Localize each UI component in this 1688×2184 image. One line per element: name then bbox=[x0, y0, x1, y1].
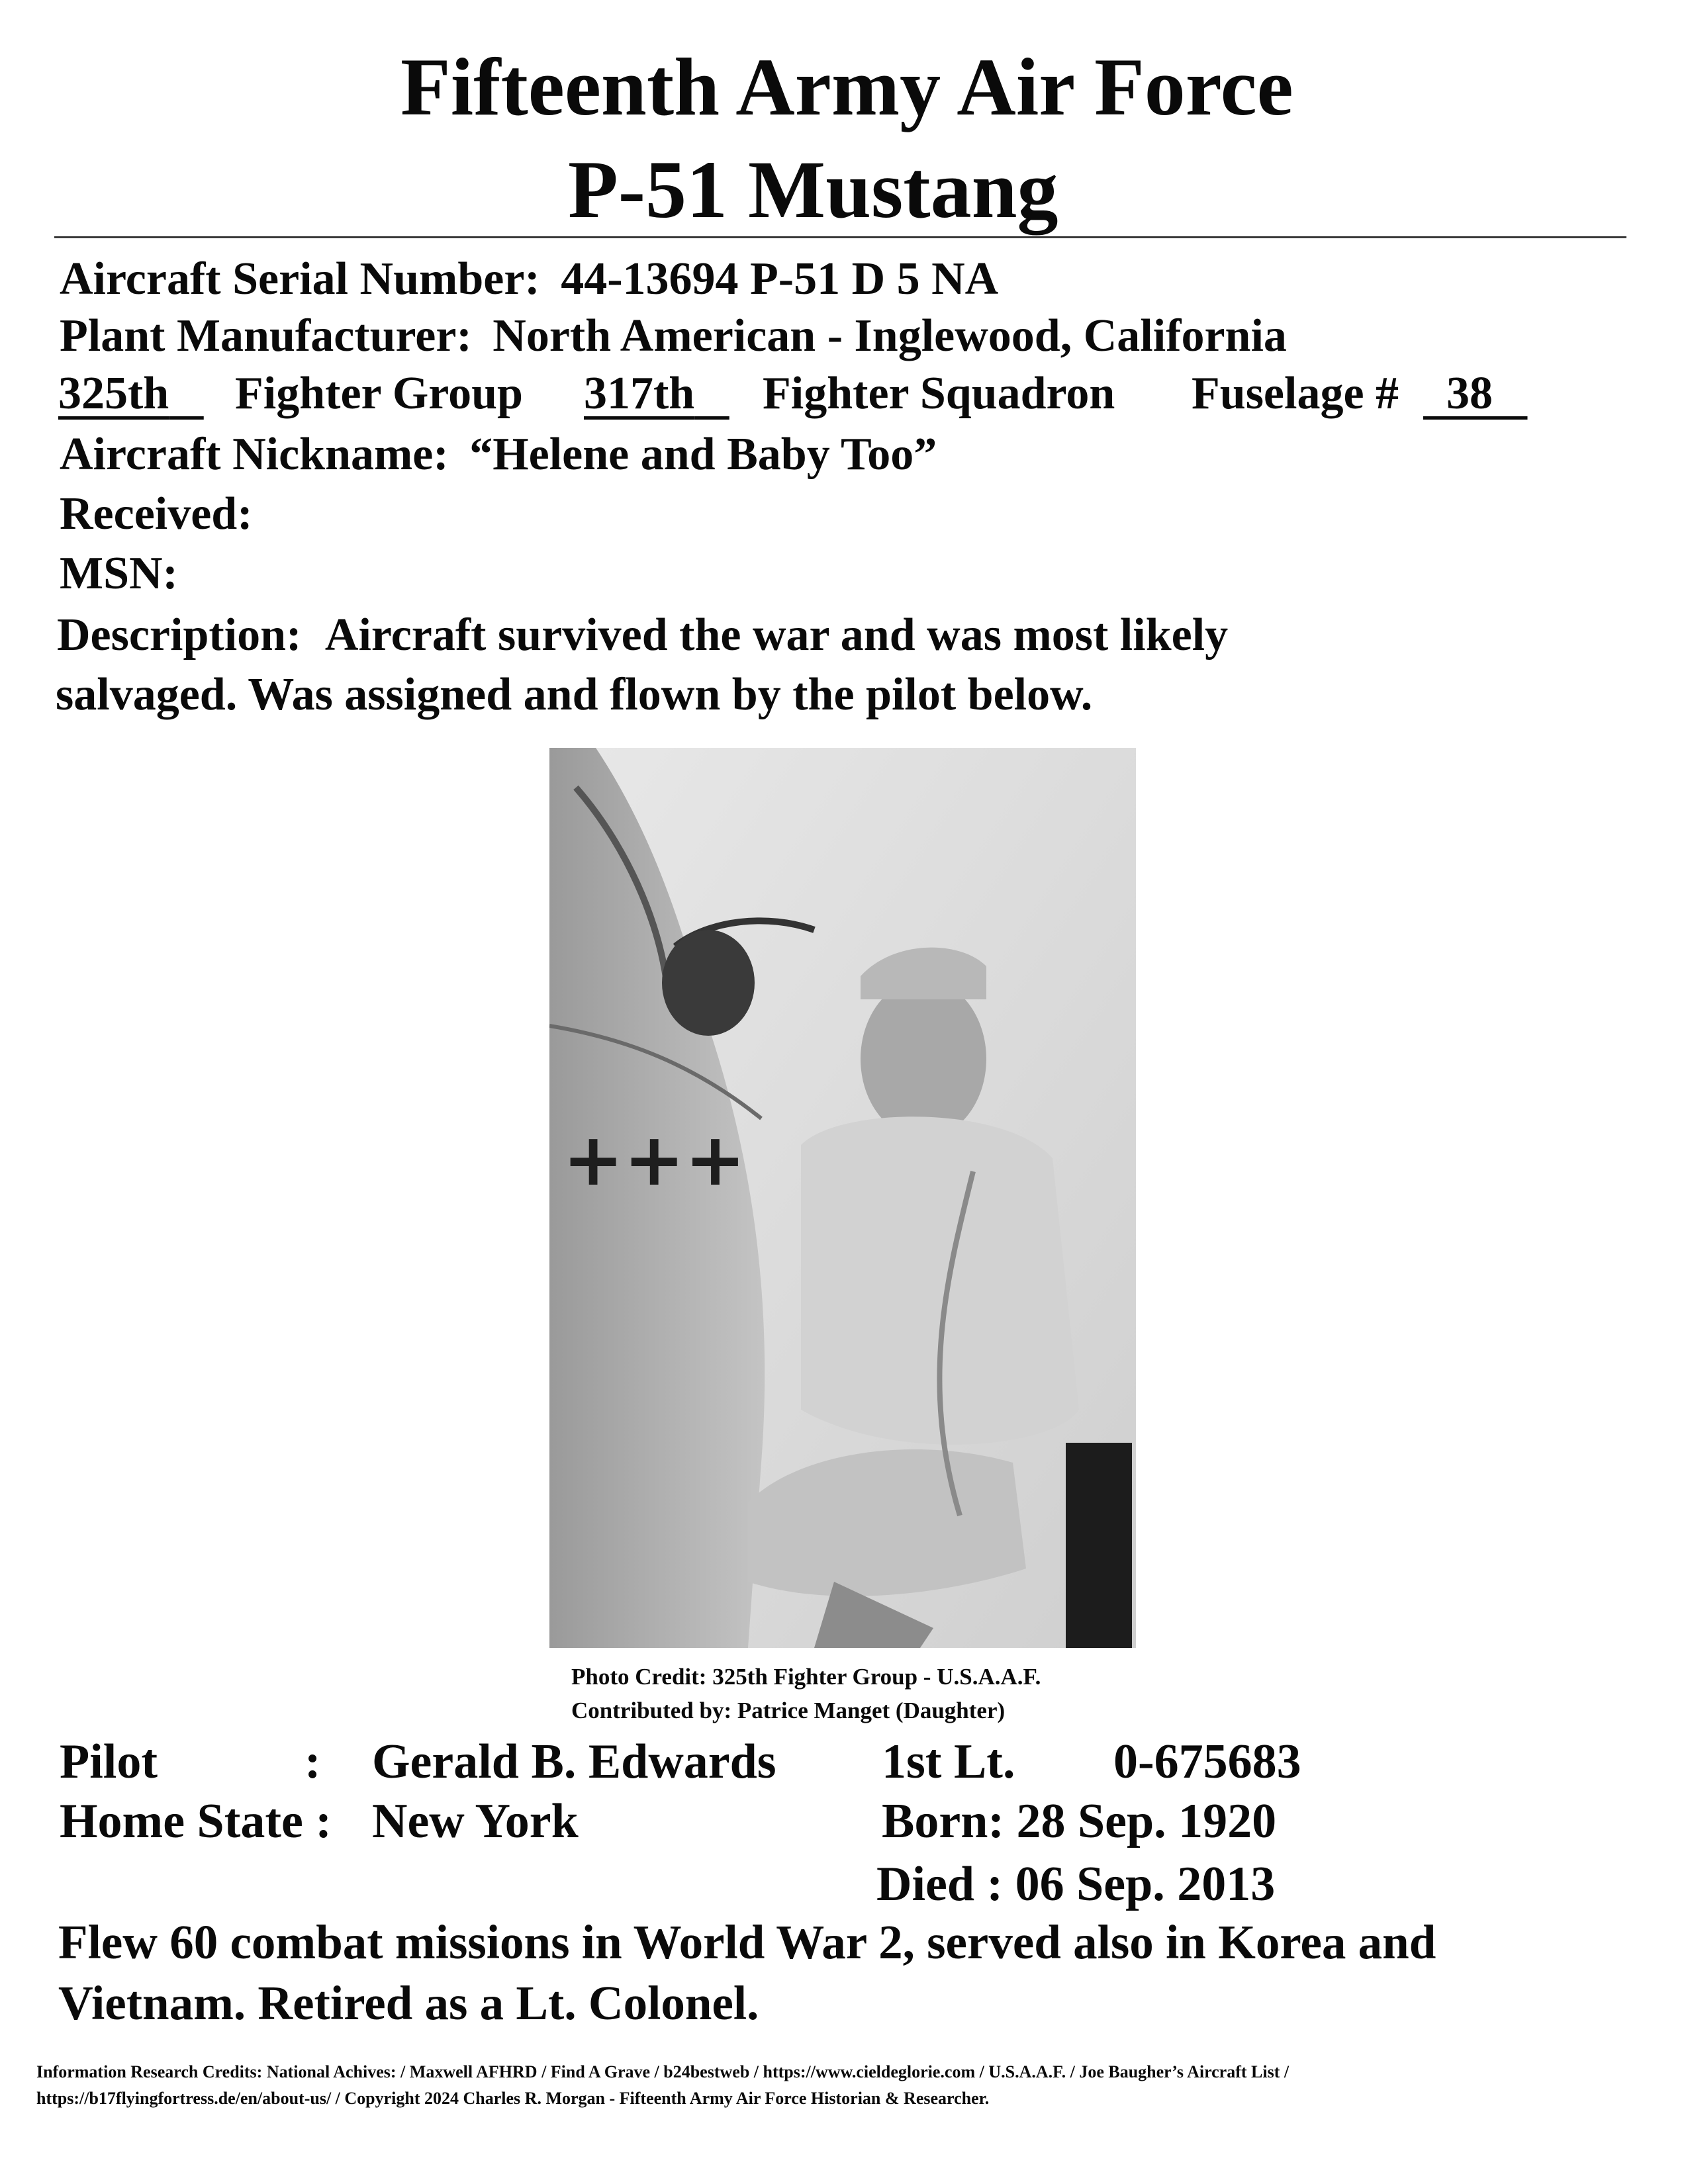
serial-row bbox=[60, 253, 999, 304]
description-text-line1: Aircraft survived the war and was most likely bbox=[324, 610, 1229, 660]
page-subtitle: P-51 Mustang bbox=[568, 144, 1058, 235]
description-row bbox=[57, 612, 1228, 659]
pilot-rank: 1st Lt. bbox=[882, 1735, 1015, 1789]
msn-label: MSN: bbox=[60, 548, 178, 599]
died-date: Died : 06 Sep. 2013 bbox=[876, 1857, 1276, 1911]
born-date: Born: 28 Sep. 1920 bbox=[882, 1794, 1277, 1848]
squadron-value: 317th bbox=[584, 368, 695, 419]
description-label: Description: bbox=[57, 610, 302, 660]
title-divider bbox=[54, 236, 1626, 238]
pilot-name: Gerald B. Edwards bbox=[372, 1735, 776, 1789]
pilot-photo bbox=[549, 748, 1136, 1648]
description-text-line2: salvaged. Was assigned and flown by the pilot below. bbox=[56, 669, 1093, 720]
summary-line2: Vietnam. Retired as a Lt. Colonel. bbox=[58, 1976, 759, 2030]
page-title: Fifteenth Army Air Force bbox=[400, 42, 1293, 132]
nickname-label: Aircraft Nickname: bbox=[60, 429, 449, 480]
nickname-value: “Helene and Baby Too” bbox=[469, 429, 937, 480]
serial-label: Aircraft Serial Number: bbox=[60, 253, 540, 304]
manufacturer-row bbox=[60, 310, 1287, 361]
summary-line1: Flew 60 combat missions in World War 2, served also in Korea and bbox=[58, 1915, 1436, 1969]
fuselage-value: 38 bbox=[1446, 368, 1493, 419]
received-label: Received: bbox=[60, 488, 253, 539]
group-value: 325th bbox=[58, 368, 169, 419]
home-state-label: Home State : bbox=[60, 1794, 332, 1848]
home-state-value: New York bbox=[372, 1794, 579, 1848]
squadron-label: Fighter Squadron bbox=[763, 368, 1115, 419]
manufacturer-label: Plant Manufacturer: bbox=[60, 310, 472, 361]
group-label: Fighter Group bbox=[235, 368, 523, 419]
pilot-colon: : bbox=[305, 1735, 321, 1789]
nickname-row bbox=[60, 429, 937, 480]
footer-credits-line1: Information Research Credits: National Achives: / Maxwell AFHRD / Find A Grave / b24bestweb / https://www.cieldeglorie.com / U.S.A.A.F. / Joe Baugher’s Aircraft List / bbox=[36, 2062, 1289, 2081]
pilot-service-number: 0-675683 bbox=[1113, 1735, 1301, 1789]
fuselage-label: Fuselage # bbox=[1192, 368, 1399, 419]
photo-credit: Photo Credit: 325th Fighter Group - U.S.A.A.F. bbox=[571, 1664, 1041, 1690]
manufacturer-value: North American - Inglewood, California bbox=[492, 310, 1287, 361]
pilot-label: Pilot bbox=[60, 1735, 158, 1789]
footer-credits-line2: https://b17flyingfortress.de/en/about-us/ / Copyright 2024 Charles R. Morgan - Fifteenth Army Air Force Historian & Researcher. bbox=[36, 2089, 990, 2108]
painted-marks: +++ bbox=[563, 1117, 746, 1202]
serial-value: 44-13694 P-51 D 5 NA bbox=[561, 253, 999, 304]
photo-contributor: Contributed by: Patrice Manget (Daughter) bbox=[571, 1698, 1006, 1723]
